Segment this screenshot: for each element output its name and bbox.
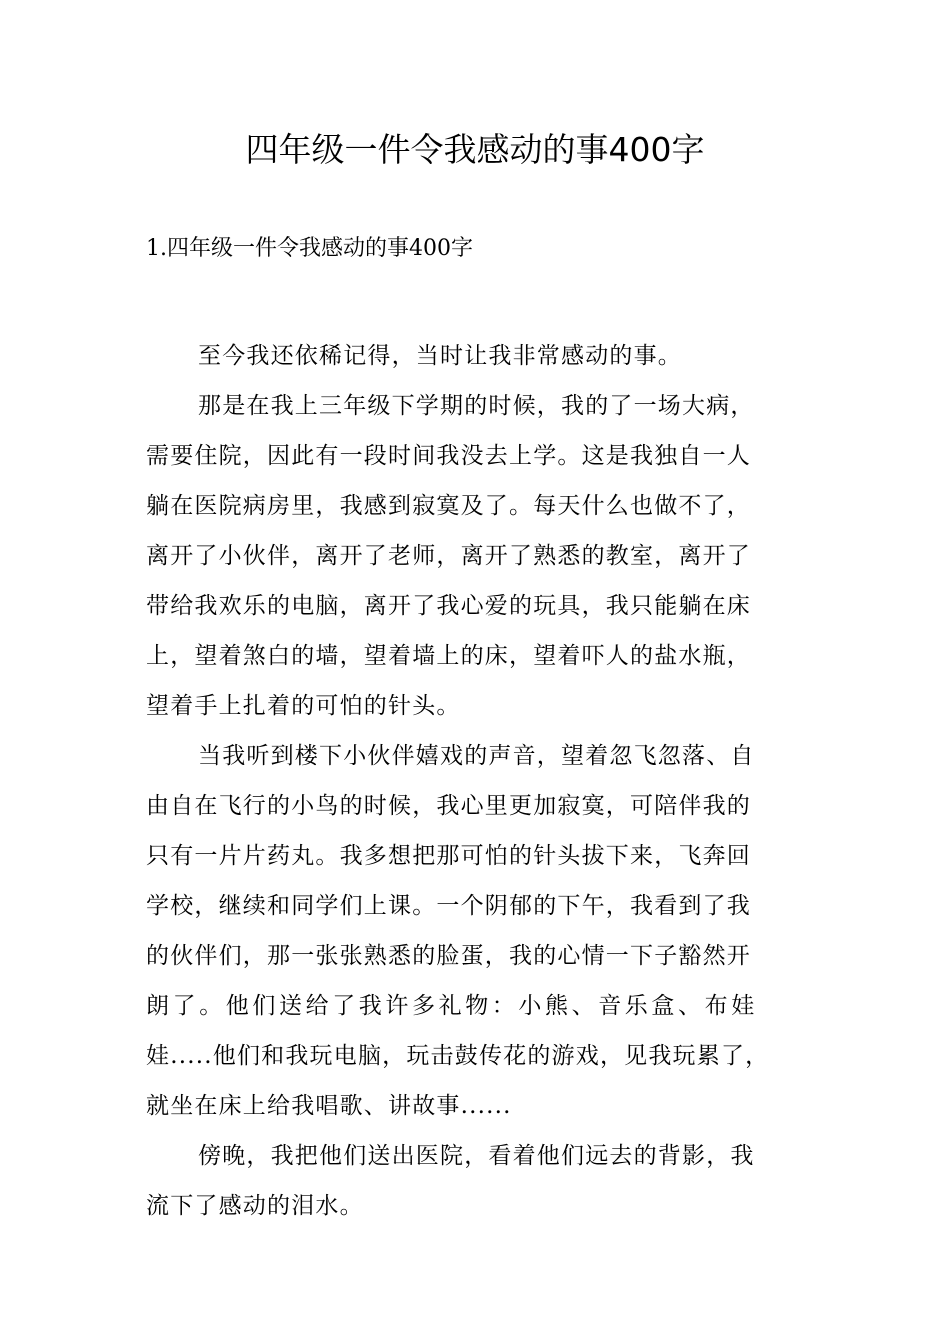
text-line: 当我听到楼下小伙伴嬉戏的声音，望着忽飞忽落、自 (198, 743, 755, 769)
section-heading: 1.四年级一件令我感动的事400字 (146, 236, 473, 261)
text-line: 朗了。他们送给了我许多礼物：小熊、音乐盒、布娃 (146, 993, 758, 1019)
text-line: 带给我欢乐的电脑，离开了我心爱的玩具，我只能躺在床 (146, 593, 751, 619)
text-line: 学校，继续和同学们上课。一个阴郁的下午，我看到了我 (146, 893, 751, 919)
text-line: 望着手上扎着的可怕的针头。 (146, 693, 461, 719)
text-line: 傍晚，我把他们送出医院，看着他们远去的背影，我 (198, 1143, 755, 1169)
text-line: 至今我还依稀记得，当时让我非常感动的事。 (198, 343, 682, 369)
text-line: 需要住院，因此有一段时间我没去上学。这是我独自一人 (146, 443, 751, 469)
text-line: 的伙伴们，那一张张熟悉的脸蛋，我的心情一下子豁然开 (146, 943, 751, 969)
text-line: 离开了小伙伴，离开了老师，离开了熟悉的教室，离开了 (146, 543, 751, 569)
text-line: 由自在飞行的小鸟的时候，我心里更加寂寞，可陪伴我的 (146, 793, 751, 819)
text-line: 娃.....他们和我玩电脑，玩击鼓传花的游戏，见我玩累了， (146, 1043, 770, 1069)
text-line: 只有一片片药丸。我多想把那可怕的针头拔下来，飞奔回 (146, 843, 751, 869)
text-line: 就坐在床上给我唱歌、讲故事...... (146, 1093, 512, 1119)
text-line: 躺在医院病房里，我感到寂寞及了。每天什么也做不了， (146, 493, 751, 519)
text-line: 流下了感动的泪水。 (146, 1193, 364, 1219)
essay-body (146, 331, 826, 1231)
document-title: 四年级一件令我感动的事400字 (245, 130, 705, 169)
text-line: 上，望着煞白的墙，望着墙上的床，望着吓人的盐水瓶， (146, 643, 751, 669)
text-line: 那是在我上三年级下学期的时候，我的了一场大病， (198, 393, 755, 419)
